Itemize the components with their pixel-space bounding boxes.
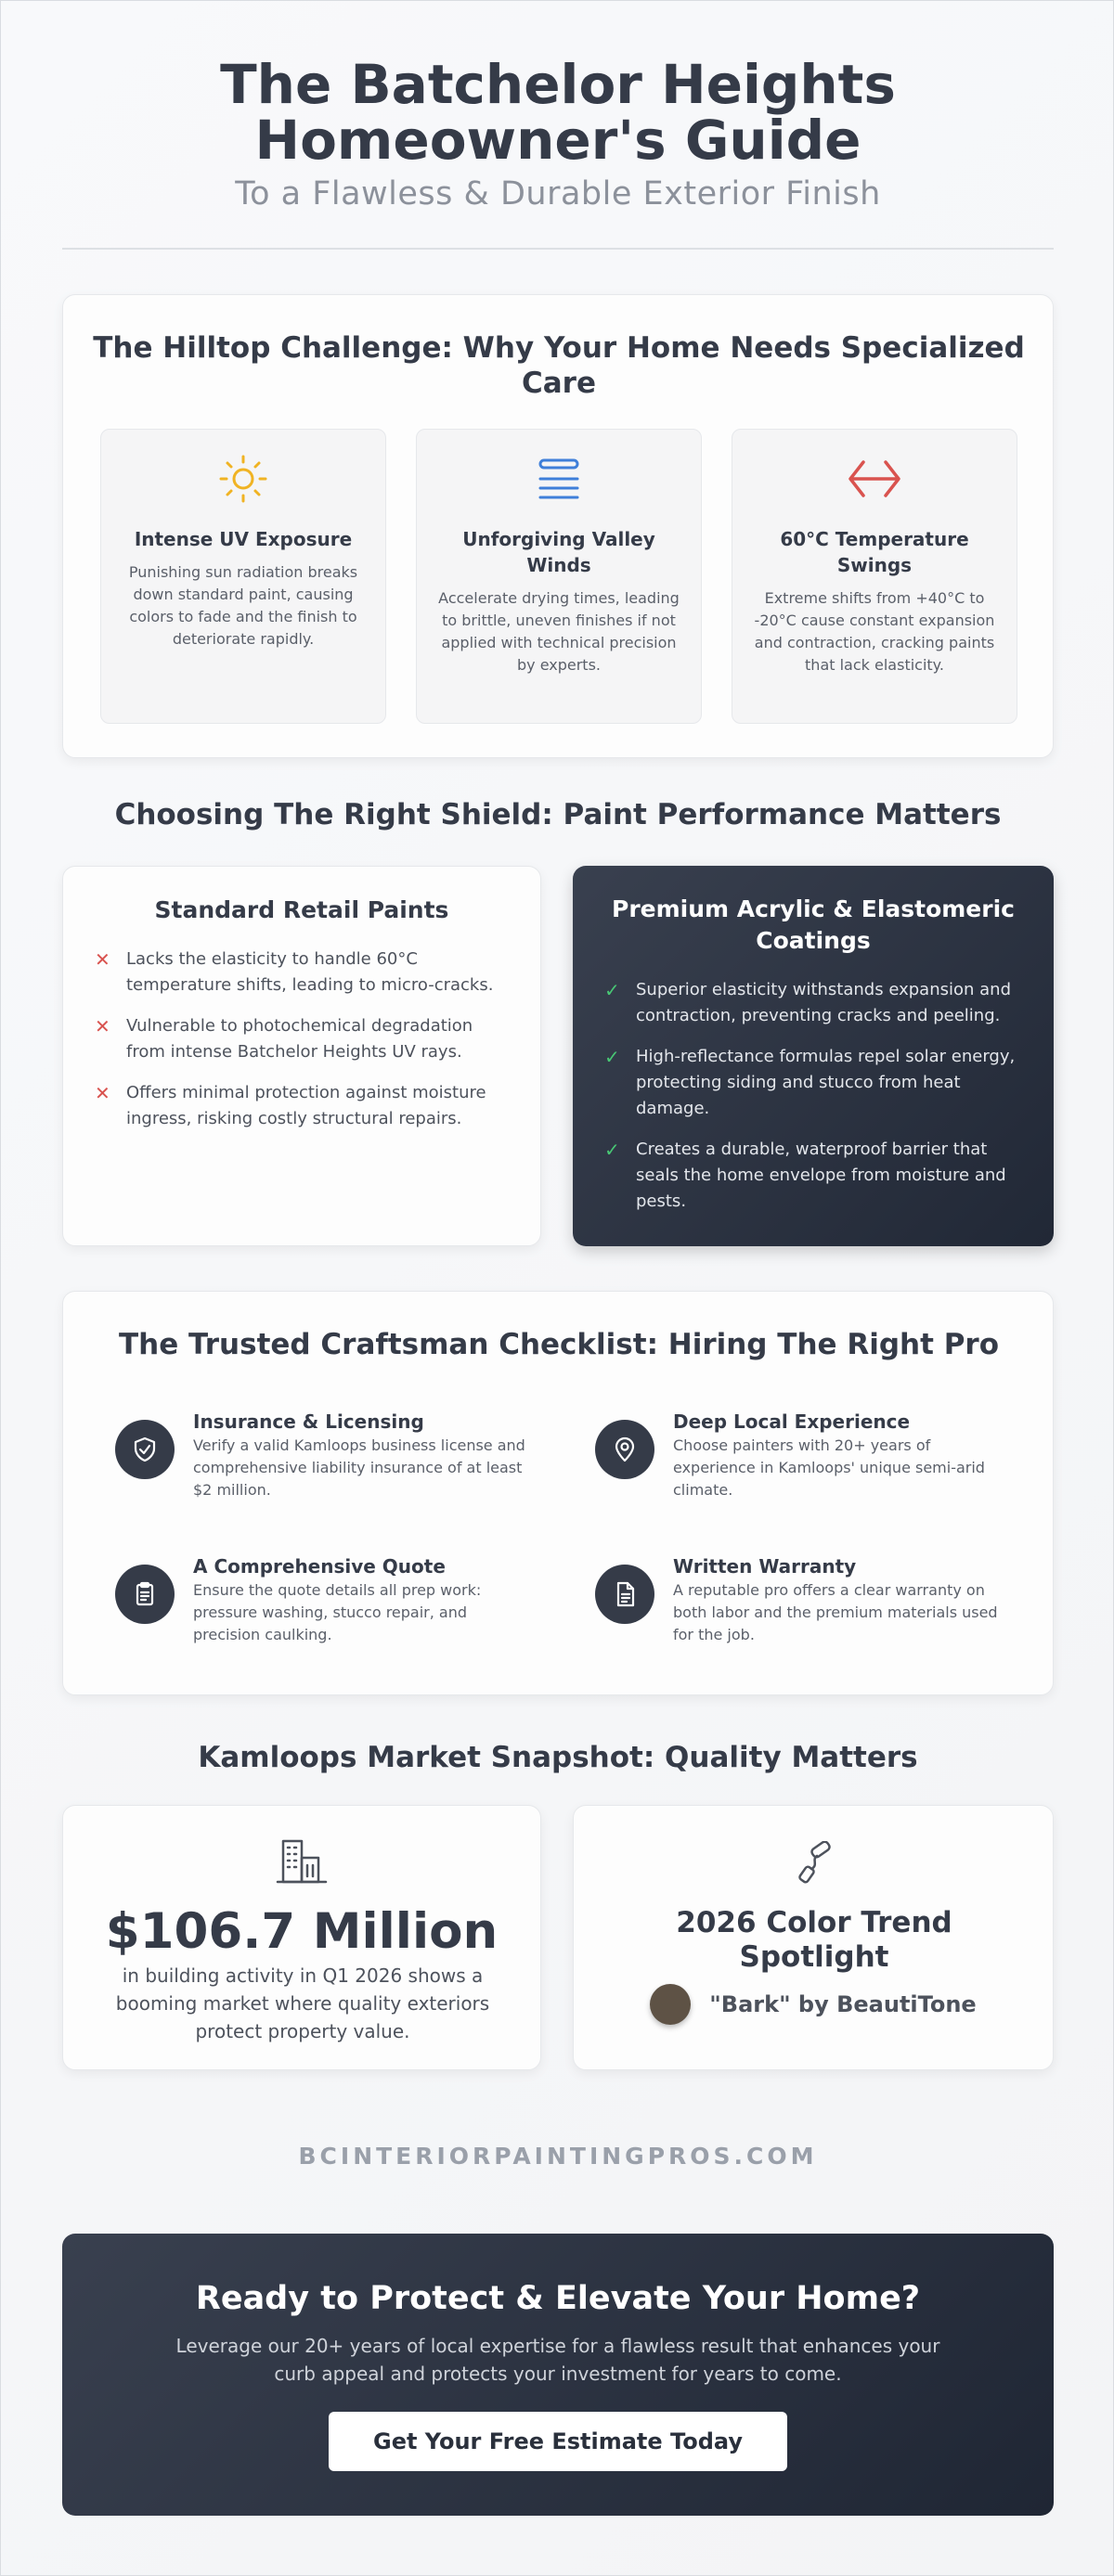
premium-coatings-list: [604, 977, 1022, 1215]
cta-title: Ready to Protect & Elevate Your Home?: [195, 2280, 921, 2317]
color-trend-title: 2026 Color Trend Spotlight: [676, 1906, 952, 1974]
checklist-item-warranty: [595, 1553, 1022, 1683]
x-icon: ✕: [95, 1015, 110, 1037]
challenge-title: Intense UV Exposure: [134, 528, 353, 550]
color-swatch: [650, 1984, 691, 2025]
page-subtitle: To a Flawless & Durable Exterior Finish: [235, 175, 881, 213]
clipboard-list-icon: [115, 1565, 175, 1624]
check-icon: ✓: [604, 1139, 620, 1161]
cta-banner: [62, 2234, 1054, 2516]
checklist-item-insurance: [115, 1409, 542, 1539]
list-item: ✓ Creates a durable, waterproof barrier that seals the home envelope from moisture and pests.: [604, 1139, 1006, 1211]
list-item: ✕ Offers minimal protection against moisture ingress, risking costly structural repairs.: [95, 1082, 486, 1128]
free-estimate-button[interactable]: Get Your Free Estimate Today: [329, 2412, 787, 2471]
challenge-text: Punishing sun radiation breaks down standard paint, causing colors to fade and the finish to deteriorate rapidly.: [128, 563, 358, 648]
expand-arrows-icon: [753, 452, 996, 506]
challenge-title: 60°C Temperature Swings: [780, 528, 969, 576]
checklist-item-title: A Comprehensive Quote: [193, 1555, 446, 1578]
challenge-text: Extreme shifts from +40°C to -20°C cause constant expansion and contraction, cracking paints that lack elasticity.: [754, 589, 995, 674]
market-heading: Kamloops Market Snapshot: Quality Matters: [198, 1741, 918, 1774]
cta-text: Leverage our 20+ years of local expertise for a flawless result that enhances your curb appeal and protects your investment for years to come.: [175, 2335, 940, 2385]
checklist-item-text: Choose painters with 20+ years of experience in Kamloops' unique semi-arid climate.: [673, 1436, 985, 1499]
checklist-item-text: Verify a valid Kamloops business license and comprehensive liability insurance of at least $2 million.: [193, 1436, 525, 1499]
document-icon: [595, 1565, 654, 1624]
building-activity-value: $106.7 Million: [105, 1903, 499, 1960]
checklist-item-title: Written Warranty: [673, 1555, 857, 1578]
standard-paints-title: Standard Retail Paints: [154, 896, 449, 923]
checklist-item-title: Insurance & Licensing: [193, 1410, 424, 1433]
challenge-text: Accelerate drying times, leading to brittle, uneven finishes if not applied with technical precision by experts.: [438, 589, 680, 674]
check-icon: ✓: [604, 979, 620, 1001]
x-icon: ✕: [95, 1082, 110, 1104]
x-icon: ✕: [95, 948, 110, 971]
page-title: The Batchelor Heights Homeowner's Guide: [220, 53, 896, 172]
challenge-winds: [416, 429, 702, 724]
color-trend-swatch-row: [574, 1984, 1053, 2025]
premium-coatings-card: [573, 866, 1054, 1246]
paints-heading: Choosing The Right Shield: Paint Performance Matters: [114, 798, 1002, 831]
standard-paints-card: [62, 866, 541, 1246]
hilltop-challenge-card: [62, 294, 1054, 758]
shield-check-icon: [115, 1420, 175, 1479]
building-activity-card: [62, 1805, 541, 2070]
challenge-uv: [100, 429, 386, 724]
craftsman-checklist-card: [62, 1291, 1054, 1695]
checklist-item-text: A reputable pro offers a clear warranty on both labor and the premium materials used for the job.: [673, 1581, 998, 1643]
header: [62, 53, 1054, 213]
map-pin-icon: [595, 1420, 654, 1479]
list-item: ✓ High-reflectance formulas repel solar energy, protecting siding and stucco from heat damage.: [604, 1046, 1016, 1118]
checklist-item-text: Ensure the quote details all prep work: pressure washing, stucco repair, and precision caulking.: [193, 1581, 482, 1643]
website-link[interactable]: BCINTERIORPAINTINGPROS.COM: [298, 2143, 818, 2170]
list-item: ✕ Vulnerable to photochemical degradation from intense Batchelor Heights UV rays.: [95, 1015, 473, 1062]
list-item: ✓ Superior elasticity withstands expansion and contraction, preventing cracks and peeling.: [604, 979, 1011, 1025]
header-divider: [62, 248, 1054, 250]
list-item: ✕ Lacks the elasticity to handle 60°C temperature shifts, leading to micro-cracks.: [95, 948, 494, 995]
color-trend-name: "Bark" by BeautiTone: [709, 1991, 977, 2017]
challenge-temperature: [732, 429, 1017, 724]
check-icon: ✓: [604, 1046, 620, 1068]
sun-icon: [122, 452, 365, 506]
checklist-item-title: Deep Local Experience: [673, 1410, 911, 1433]
premium-coatings-title: Premium Acrylic & Elastomeric Coatings: [612, 895, 1015, 954]
standard-paints-list: [95, 947, 509, 1132]
challenge-title: Unforgiving Valley Winds: [462, 528, 655, 576]
color-trend-card: [573, 1805, 1054, 2070]
buildings-icon: [63, 1837, 540, 1886]
wind-icon: [437, 452, 680, 506]
checklist-item-experience: [595, 1409, 1022, 1539]
hilltop-heading: The Hilltop Challenge: Why Your Home Needs Specialized Care: [93, 331, 1025, 400]
building-activity-text: in building activity in Q1 2026 shows a booming market where quality exteriors protect property value.: [115, 1964, 490, 2042]
checklist-heading: The Trusted Craftsman Checklist: Hiring The Right Pro: [119, 1328, 999, 1361]
checklist-item-quote: [115, 1553, 542, 1683]
paint-roller-icon: [574, 1841, 1053, 1886]
